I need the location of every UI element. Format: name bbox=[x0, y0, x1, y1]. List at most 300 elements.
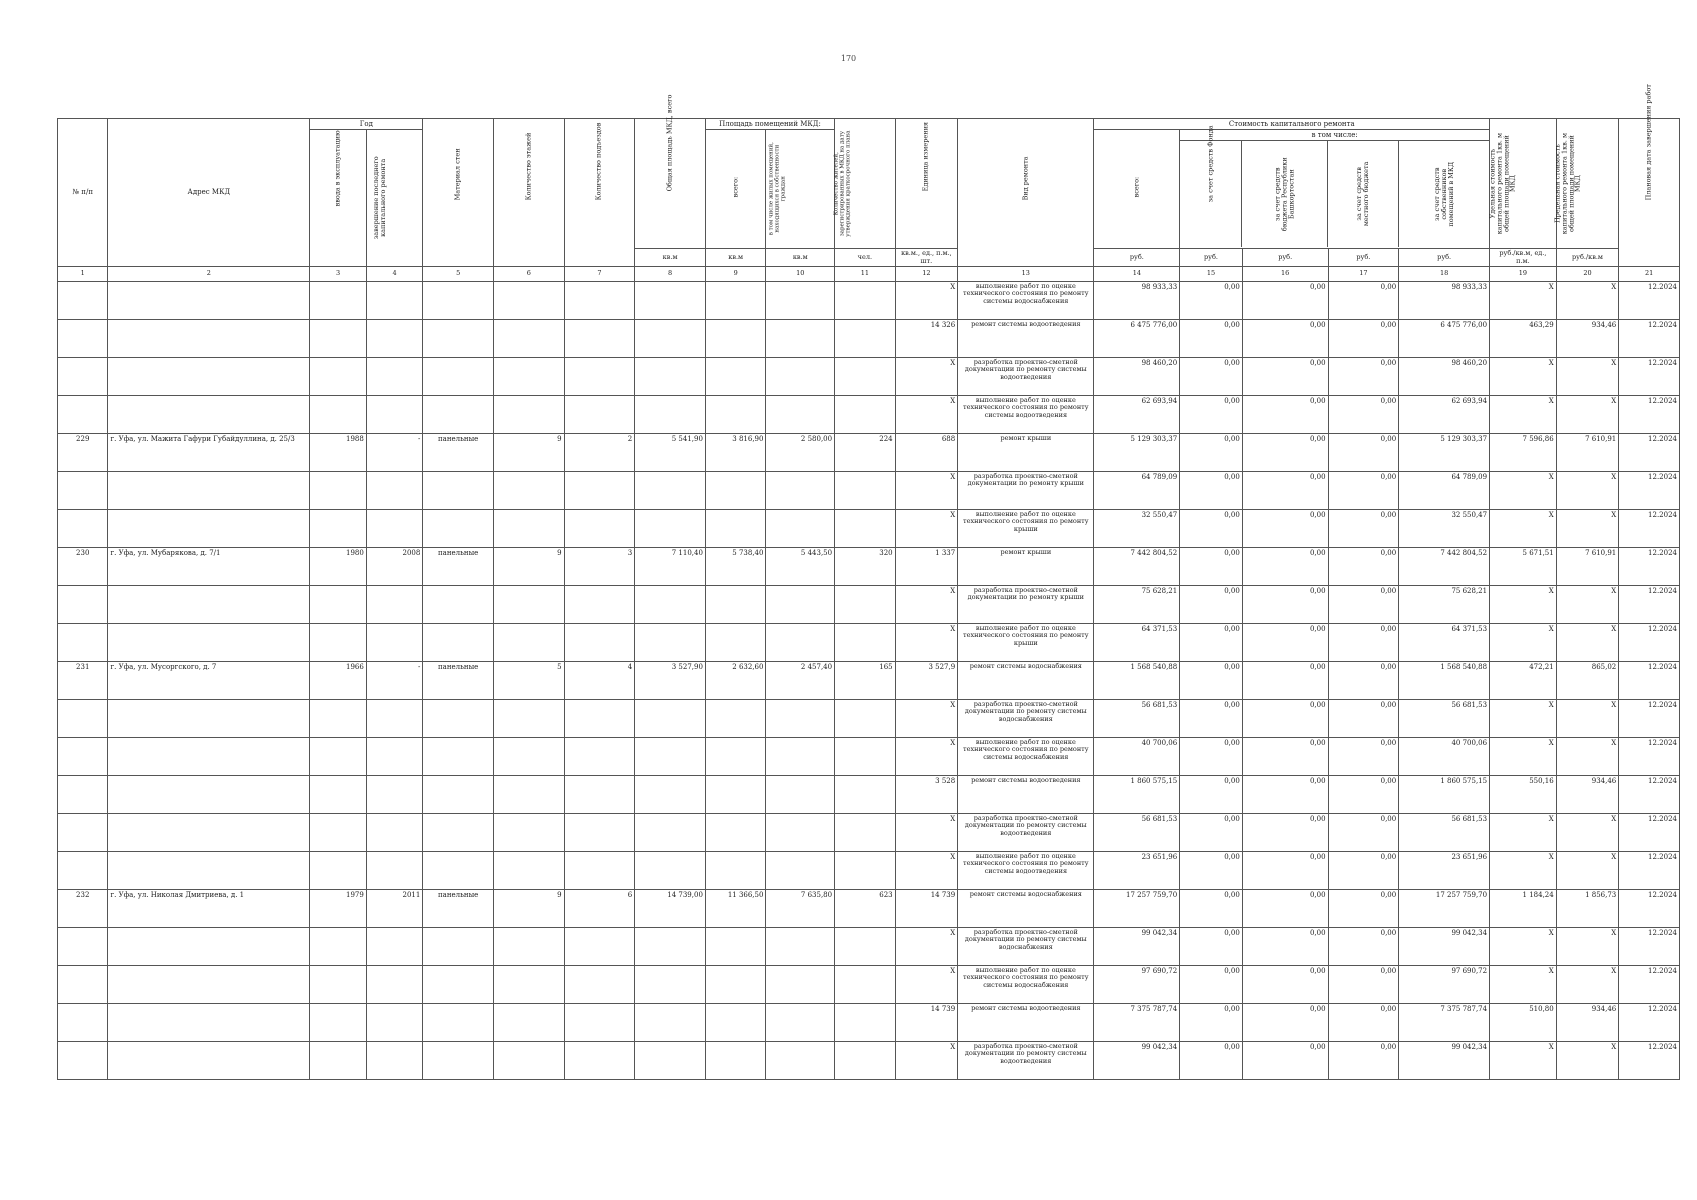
cost-total-cell: 75 628,21 bbox=[1094, 585, 1180, 623]
address-cell bbox=[108, 281, 310, 319]
unit-cost-fund: руб. bbox=[1180, 249, 1243, 267]
table-row bbox=[58, 281, 1680, 319]
cost-total-cell: 98 460,20 bbox=[1094, 357, 1180, 395]
planned-date-cell: 12.2024 bbox=[1619, 851, 1680, 889]
cost-republic-cell: 0,00 bbox=[1242, 813, 1328, 851]
limit-cost-cell: 934,46 bbox=[1556, 1003, 1619, 1041]
unit-cost-cell: X bbox=[1490, 281, 1557, 319]
address-cell bbox=[108, 585, 310, 623]
cost-owners-cell: 6 475 776,00 bbox=[1399, 319, 1490, 357]
row-number bbox=[58, 281, 108, 319]
total-area-cell bbox=[635, 813, 706, 851]
year-repair-cell bbox=[366, 927, 423, 965]
limit-cost-cell: X bbox=[1556, 965, 1619, 1003]
limit-cost-cell: X bbox=[1556, 851, 1619, 889]
cost-owners-cell: 32 550,47 bbox=[1399, 509, 1490, 547]
column-number: 7 bbox=[564, 266, 635, 281]
cost-total-cell: 98 933,33 bbox=[1094, 281, 1180, 319]
unit-cost-cell: X bbox=[1490, 395, 1557, 433]
cost-local-cell: 0,00 bbox=[1328, 281, 1399, 319]
address-cell bbox=[108, 927, 310, 965]
cost-total-cell: 64 371,53 bbox=[1094, 623, 1180, 661]
premises-total-cell bbox=[705, 775, 766, 813]
table-row bbox=[58, 471, 1680, 509]
premises-owned-cell bbox=[766, 395, 835, 433]
cost-local-cell: 0,00 bbox=[1328, 395, 1399, 433]
address-cell bbox=[108, 623, 310, 661]
residents-cell: 165 bbox=[835, 661, 896, 699]
year-repair-cell: 2008 bbox=[366, 547, 423, 585]
residents-cell: 320 bbox=[835, 547, 896, 585]
unit-cell: X bbox=[895, 471, 958, 509]
planned-date-cell: 12.2024 bbox=[1619, 699, 1680, 737]
column-number: 10 bbox=[766, 266, 835, 281]
residents-cell bbox=[835, 699, 896, 737]
work-type-cell: выполнение работ по оценке технического состояния по ремонту крыши bbox=[958, 509, 1094, 547]
cost-local-cell: 0,00 bbox=[1328, 319, 1399, 357]
year-commission-cell bbox=[310, 471, 367, 509]
total-area-cell bbox=[635, 737, 706, 775]
unit-cost-cell: X bbox=[1490, 851, 1557, 889]
entrances-cell bbox=[564, 699, 635, 737]
unit-cell: 3 527,9 bbox=[895, 661, 958, 699]
unit-cell: 1 337 bbox=[895, 547, 958, 585]
year-repair-cell bbox=[366, 775, 423, 813]
cost-republic-cell: 0,00 bbox=[1242, 585, 1328, 623]
residents-cell bbox=[835, 623, 896, 661]
planned-date-cell: 12.2024 bbox=[1619, 927, 1680, 965]
cost-total-cell: 62 693,94 bbox=[1094, 395, 1180, 433]
entrances-cell bbox=[564, 737, 635, 775]
wall-material-cell bbox=[423, 623, 494, 661]
floors-cell bbox=[493, 1041, 564, 1079]
column-number: 5 bbox=[423, 266, 494, 281]
row-number bbox=[58, 395, 108, 433]
wall-material-cell: панельные bbox=[423, 889, 494, 927]
work-type-cell: выполнение работ по оценке технического состояния по ремонту системы водоснабжения bbox=[958, 965, 1094, 1003]
cost-republic-cell: 0,00 bbox=[1242, 433, 1328, 471]
wall-material-cell: панельные bbox=[423, 661, 494, 699]
column-number: 16 bbox=[1242, 266, 1328, 281]
cost-local-cell: 0,00 bbox=[1328, 965, 1399, 1003]
floors-cell bbox=[493, 319, 564, 357]
column-number: 15 bbox=[1180, 266, 1243, 281]
floors-cell bbox=[493, 699, 564, 737]
entrances-cell bbox=[564, 623, 635, 661]
premises-owned-cell bbox=[766, 813, 835, 851]
floors-cell bbox=[493, 775, 564, 813]
work-type-cell: выполнение работ по оценке технического состояния по ремонту крыши bbox=[958, 623, 1094, 661]
year-repair-cell: 2011 bbox=[366, 889, 423, 927]
year-repair-cell bbox=[366, 471, 423, 509]
address-cell bbox=[108, 737, 310, 775]
residents-cell bbox=[835, 509, 896, 547]
residents-cell bbox=[835, 585, 896, 623]
cost-fund-cell: 0,00 bbox=[1180, 281, 1243, 319]
cost-total-cell: 32 550,47 bbox=[1094, 509, 1180, 547]
table-row bbox=[58, 547, 1680, 585]
cost-total-cell: 5 129 303,37 bbox=[1094, 433, 1180, 471]
row-number bbox=[58, 851, 108, 889]
limit-cost-cell: X bbox=[1556, 281, 1619, 319]
total-area-cell bbox=[635, 1003, 706, 1041]
year-commission-cell bbox=[310, 281, 367, 319]
row-number bbox=[58, 471, 108, 509]
total-area-cell bbox=[635, 471, 706, 509]
cost-total-cell: 6 475 776,00 bbox=[1094, 319, 1180, 357]
planned-date-cell: 12.2024 bbox=[1619, 737, 1680, 775]
table-row bbox=[58, 889, 1680, 927]
column-number: 19 bbox=[1490, 266, 1557, 281]
work-type-cell: ремонт крыши bbox=[958, 433, 1094, 471]
unit-cost-cell: X bbox=[1490, 585, 1557, 623]
work-type-cell: ремонт системы водоотведения bbox=[958, 319, 1094, 357]
year-commission-cell: 1979 bbox=[310, 889, 367, 927]
cost-fund-cell: 0,00 bbox=[1180, 509, 1243, 547]
year-commission-cell bbox=[310, 623, 367, 661]
wall-material-cell bbox=[423, 1041, 494, 1079]
entrances-cell: 3 bbox=[564, 547, 635, 585]
address-cell bbox=[108, 471, 310, 509]
column-number: 4 bbox=[366, 266, 423, 281]
cost-republic-cell: 0,00 bbox=[1242, 395, 1328, 433]
cost-fund-cell: 0,00 bbox=[1180, 851, 1243, 889]
residents-cell bbox=[835, 813, 896, 851]
cost-owners-cell: 17 257 759,70 bbox=[1399, 889, 1490, 927]
cost-total-cell: 99 042,34 bbox=[1094, 927, 1180, 965]
header-premises-owned: в том числе жилых помещений, находящихся в собственности граждан bbox=[766, 130, 835, 249]
header-cost-owners: за счет средств собственников помещений в МКД bbox=[1432, 161, 1455, 227]
premises-total-cell bbox=[705, 395, 766, 433]
premises-total-cell: 11 366,50 bbox=[705, 889, 766, 927]
year-commission-cell bbox=[310, 585, 367, 623]
cost-total-cell: 56 681,53 bbox=[1094, 699, 1180, 737]
row-number: 230 bbox=[58, 547, 108, 585]
cost-local-cell: 0,00 bbox=[1328, 889, 1399, 927]
cost-local-cell: 0,00 bbox=[1328, 585, 1399, 623]
cost-local-cell: 0,00 bbox=[1328, 927, 1399, 965]
table-row bbox=[58, 585, 1680, 623]
table-row bbox=[58, 509, 1680, 547]
wall-material-cell: панельные bbox=[423, 547, 494, 585]
header-unit: Единица измерения bbox=[895, 119, 958, 249]
table-row bbox=[58, 737, 1680, 775]
limit-cost-cell: X bbox=[1556, 1041, 1619, 1079]
year-repair-cell bbox=[366, 395, 423, 433]
row-number bbox=[58, 927, 108, 965]
work-type-cell: ремонт системы водоснабжения bbox=[958, 661, 1094, 699]
cost-fund-cell: 0,00 bbox=[1180, 927, 1243, 965]
year-commission-cell: 1980 bbox=[310, 547, 367, 585]
cost-fund-cell: 0,00 bbox=[1180, 1003, 1243, 1041]
cost-local-cell: 0,00 bbox=[1328, 1003, 1399, 1041]
cost-owners-cell: 97 690,72 bbox=[1399, 965, 1490, 1003]
unit-cell: X bbox=[895, 509, 958, 547]
cost-owners-cell: 56 681,53 bbox=[1399, 813, 1490, 851]
planned-date-cell: 12.2024 bbox=[1619, 661, 1680, 699]
premises-owned-cell bbox=[766, 471, 835, 509]
premises-total-cell bbox=[705, 471, 766, 509]
planned-date-cell: 12.2024 bbox=[1619, 547, 1680, 585]
unit-premises-owned: кв.м bbox=[766, 249, 835, 267]
cost-republic-cell: 0,00 bbox=[1242, 889, 1328, 927]
wall-material-cell bbox=[423, 927, 494, 965]
unit-premises-total: кв.м bbox=[705, 249, 766, 267]
year-repair-cell bbox=[366, 737, 423, 775]
work-type-cell: выполнение работ по оценке технического состояния по ремонту системы водоснабжения bbox=[958, 737, 1094, 775]
limit-cost-cell: X bbox=[1556, 927, 1619, 965]
address-cell bbox=[108, 395, 310, 433]
premises-total-cell bbox=[705, 623, 766, 661]
address-cell bbox=[108, 699, 310, 737]
address-cell: г. Уфа, ул. Мажита Гафури Губайдуллина, д. 25/3 bbox=[108, 433, 310, 471]
header-premises-group: Площадь помещений МКД: bbox=[705, 119, 834, 130]
premises-total-cell bbox=[705, 281, 766, 319]
wall-material-cell bbox=[423, 813, 494, 851]
residents-cell bbox=[835, 1003, 896, 1041]
cost-owners-cell: 5 129 303,37 bbox=[1399, 433, 1490, 471]
column-number: 12 bbox=[895, 266, 958, 281]
residents-cell bbox=[835, 357, 896, 395]
cost-owners-cell: 75 628,21 bbox=[1399, 585, 1490, 623]
row-number bbox=[58, 775, 108, 813]
row-number: 229 bbox=[58, 433, 108, 471]
cost-republic-cell: 0,00 bbox=[1242, 623, 1328, 661]
header-floors: Количество этажей bbox=[493, 119, 564, 267]
cost-owners-cell: 64 371,53 bbox=[1399, 623, 1490, 661]
cost-fund-cell: 0,00 bbox=[1180, 737, 1243, 775]
header-incl: в том числе: bbox=[1180, 130, 1489, 141]
address-cell: г. Уфа, ул. Мусоргского, д. 7 bbox=[108, 661, 310, 699]
cost-owners-cell: 1 568 540,88 bbox=[1399, 661, 1490, 699]
table-row bbox=[58, 433, 1680, 471]
cost-fund-cell: 0,00 bbox=[1180, 433, 1243, 471]
column-number: 9 bbox=[705, 266, 766, 281]
wall-material-cell bbox=[423, 357, 494, 395]
total-area-cell bbox=[635, 699, 706, 737]
cost-republic-cell: 0,00 bbox=[1242, 699, 1328, 737]
work-type-cell: разработка проектно-сметной документации по ремонту крыши bbox=[958, 471, 1094, 509]
cost-local-cell: 0,00 bbox=[1328, 433, 1399, 471]
total-area-cell bbox=[635, 775, 706, 813]
planned-date-cell: 12.2024 bbox=[1619, 813, 1680, 851]
page-number: 170 bbox=[840, 54, 857, 63]
premises-owned-cell bbox=[766, 585, 835, 623]
column-number: 3 bbox=[310, 266, 367, 281]
cost-total-cell: 40 700,06 bbox=[1094, 737, 1180, 775]
premises-total-cell bbox=[705, 965, 766, 1003]
wall-material-cell bbox=[423, 699, 494, 737]
year-commission-cell bbox=[310, 737, 367, 775]
floors-cell bbox=[493, 851, 564, 889]
entrances-cell bbox=[564, 357, 635, 395]
limit-cost-cell: X bbox=[1556, 357, 1619, 395]
address-cell bbox=[108, 813, 310, 851]
limit-cost-cell: 7 610,91 bbox=[1556, 547, 1619, 585]
unit-unit: кв.м., ед., п.м., шт. bbox=[895, 249, 958, 267]
year-repair-cell bbox=[366, 699, 423, 737]
cost-fund-cell: 0,00 bbox=[1180, 775, 1243, 813]
entrances-cell bbox=[564, 471, 635, 509]
cost-fund-cell: 0,00 bbox=[1180, 661, 1243, 699]
residents-cell bbox=[835, 965, 896, 1003]
unit-cell: 14 739 bbox=[895, 1003, 958, 1041]
year-commission-cell bbox=[310, 699, 367, 737]
cost-fund-cell: 0,00 bbox=[1180, 357, 1243, 395]
row-number bbox=[58, 319, 108, 357]
residents-cell bbox=[835, 471, 896, 509]
cost-republic-cell: 0,00 bbox=[1242, 1003, 1328, 1041]
limit-cost-cell: X bbox=[1556, 699, 1619, 737]
work-type-cell: разработка проектно-сметной документации по ремонту системы водоснабжения bbox=[958, 927, 1094, 965]
entrances-cell bbox=[564, 851, 635, 889]
premises-total-cell bbox=[705, 1041, 766, 1079]
work-type-cell: выполнение работ по оценке технического состояния по ремонту системы водоснабжения bbox=[958, 281, 1094, 319]
unit-cell: X bbox=[895, 813, 958, 851]
premises-total-cell: 3 816,90 bbox=[705, 433, 766, 471]
table-row bbox=[58, 661, 1680, 699]
year-repair-cell bbox=[366, 965, 423, 1003]
unit-cost-cell: 472,21 bbox=[1490, 661, 1557, 699]
total-area-cell bbox=[635, 585, 706, 623]
year-commission-cell bbox=[310, 509, 367, 547]
premises-owned-cell bbox=[766, 1041, 835, 1079]
cost-owners-cell: 1 860 575,15 bbox=[1399, 775, 1490, 813]
table-row bbox=[58, 319, 1680, 357]
unit-cost-cell: X bbox=[1490, 965, 1557, 1003]
limit-cost-cell: X bbox=[1556, 471, 1619, 509]
year-repair-cell: - bbox=[366, 433, 423, 471]
cost-owners-cell: 40 700,06 bbox=[1399, 737, 1490, 775]
total-area-cell: 5 541,90 bbox=[635, 433, 706, 471]
cost-owners-cell: 99 042,34 bbox=[1399, 927, 1490, 965]
limit-cost-cell: 865,02 bbox=[1556, 661, 1619, 699]
cost-fund-cell: 0,00 bbox=[1180, 547, 1243, 585]
wall-material-cell bbox=[423, 395, 494, 433]
year-repair-cell bbox=[366, 319, 423, 357]
row-number bbox=[58, 623, 108, 661]
header-year-commission: ввода в эксплуатацию bbox=[310, 130, 367, 267]
row-number bbox=[58, 1003, 108, 1041]
residents-cell bbox=[835, 851, 896, 889]
entrances-cell bbox=[564, 813, 635, 851]
unit-cell: 3 528 bbox=[895, 775, 958, 813]
work-type-cell: ремонт системы водоотведения bbox=[958, 775, 1094, 813]
floors-cell: 9 bbox=[493, 547, 564, 585]
column-number: 6 bbox=[493, 266, 564, 281]
entrances-cell bbox=[564, 509, 635, 547]
column-number: 13 bbox=[958, 266, 1094, 281]
table-row bbox=[58, 623, 1680, 661]
cost-local-cell: 0,00 bbox=[1328, 813, 1399, 851]
cost-fund-cell: 0,00 bbox=[1180, 965, 1243, 1003]
header-total-area: Общая площадь МКД, всего bbox=[635, 119, 706, 249]
wall-material-cell bbox=[423, 281, 494, 319]
entrances-cell: 2 bbox=[564, 433, 635, 471]
cost-total-cell: 1 860 575,15 bbox=[1094, 775, 1180, 813]
unit-cell: X bbox=[895, 395, 958, 433]
cost-republic-cell: 0,00 bbox=[1242, 737, 1328, 775]
cost-owners-cell: 99 042,34 bbox=[1399, 1041, 1490, 1079]
unit-cost-cell: 510,80 bbox=[1490, 1003, 1557, 1041]
unit-cost-cell: 1 184,24 bbox=[1490, 889, 1557, 927]
limit-cost-cell: 1 856,73 bbox=[1556, 889, 1619, 927]
unit-residents: чел. bbox=[835, 249, 896, 267]
work-type-cell: разработка проектно-сметной документации по ремонту крыши bbox=[958, 585, 1094, 623]
header-no: № п/п bbox=[58, 119, 108, 267]
year-repair-cell bbox=[366, 1003, 423, 1041]
column-number: 11 bbox=[835, 266, 896, 281]
unit-cell: X bbox=[895, 927, 958, 965]
planned-date-cell: 12.2024 bbox=[1619, 319, 1680, 357]
cost-republic-cell: 0,00 bbox=[1242, 775, 1328, 813]
residents-cell bbox=[835, 775, 896, 813]
cost-local-cell: 0,00 bbox=[1328, 623, 1399, 661]
unit-cell: X bbox=[895, 585, 958, 623]
work-type-cell: разработка проектно-сметной документации по ремонту системы водоотведения bbox=[958, 1041, 1094, 1079]
residents-cell: 623 bbox=[835, 889, 896, 927]
total-area-cell: 7 110,40 bbox=[635, 547, 706, 585]
wall-material-cell bbox=[423, 471, 494, 509]
cost-republic-cell: 0,00 bbox=[1242, 965, 1328, 1003]
cost-local-cell: 0,00 bbox=[1328, 851, 1399, 889]
planned-date-cell: 12.2024 bbox=[1619, 889, 1680, 927]
cost-total-cell: 17 257 759,70 bbox=[1094, 889, 1180, 927]
total-area-cell bbox=[635, 319, 706, 357]
table-row bbox=[58, 1041, 1680, 1079]
header-planned-date: Плановая дата завершения работ bbox=[1619, 119, 1680, 267]
table-row bbox=[58, 775, 1680, 813]
table-row bbox=[58, 357, 1680, 395]
table-row bbox=[58, 1003, 1680, 1041]
planned-date-cell: 12.2024 bbox=[1619, 395, 1680, 433]
cost-republic-cell: 0,00 bbox=[1242, 319, 1328, 357]
floors-cell bbox=[493, 965, 564, 1003]
entrances-cell: 6 bbox=[564, 889, 635, 927]
wall-material-cell bbox=[423, 1003, 494, 1041]
address-cell bbox=[108, 775, 310, 813]
header-address: Адрес МКД bbox=[108, 119, 310, 267]
header-wall-material: Материал стен bbox=[423, 119, 494, 267]
unit-cost-cell: X bbox=[1490, 509, 1557, 547]
floors-cell bbox=[493, 357, 564, 395]
address-cell bbox=[108, 1003, 310, 1041]
cost-total-cell: 97 690,72 bbox=[1094, 965, 1180, 1003]
premises-total-cell bbox=[705, 585, 766, 623]
address-cell bbox=[108, 965, 310, 1003]
premises-owned-cell bbox=[766, 737, 835, 775]
cost-owners-cell: 23 651,96 bbox=[1399, 851, 1490, 889]
row-number bbox=[58, 1041, 108, 1079]
year-repair-cell bbox=[366, 281, 423, 319]
work-type-cell: выполнение работ по оценке технического состояния по ремонту системы водоотведения bbox=[958, 395, 1094, 433]
cost-local-cell: 0,00 bbox=[1328, 547, 1399, 585]
header-cost-total: всего: bbox=[1094, 130, 1180, 249]
year-commission-cell bbox=[310, 775, 367, 813]
year-commission-cell bbox=[310, 1041, 367, 1079]
header-work-type: Вид ремонта bbox=[958, 119, 1094, 267]
total-area-cell: 3 527,90 bbox=[635, 661, 706, 699]
total-area-cell bbox=[635, 851, 706, 889]
header-premises-total: всего: bbox=[705, 130, 766, 249]
limit-cost-cell: 934,46 bbox=[1556, 775, 1619, 813]
premises-owned-cell bbox=[766, 319, 835, 357]
residents-cell bbox=[835, 395, 896, 433]
planned-date-cell: 12.2024 bbox=[1619, 433, 1680, 471]
unit-limit-cost: руб./кв.м bbox=[1556, 249, 1619, 267]
cost-fund-cell: 0,00 bbox=[1180, 889, 1243, 927]
premises-owned-cell bbox=[766, 623, 835, 661]
